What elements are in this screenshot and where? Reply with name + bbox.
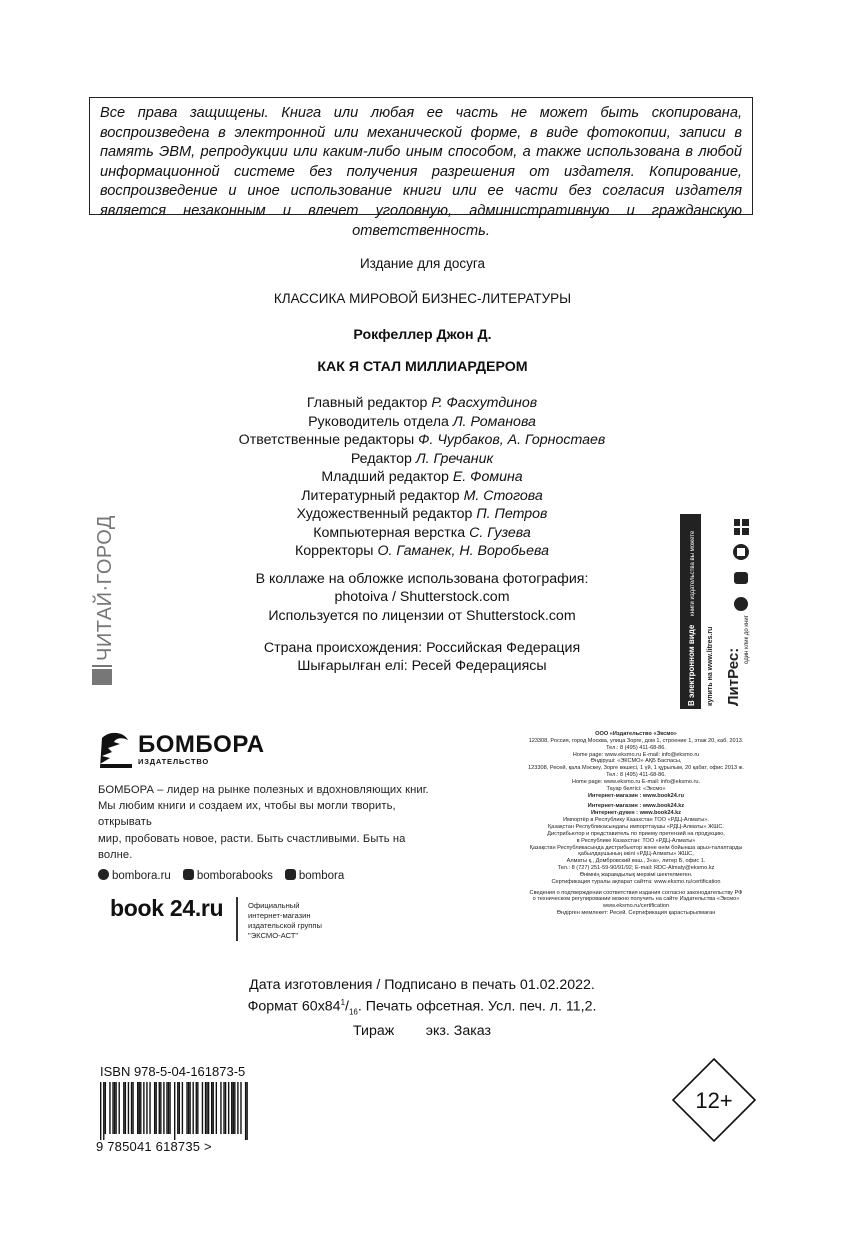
legal-line: Home page: www.eksmo.ru E-mail: info@eksmo.ru.: [571, 778, 701, 785]
barcode-bar: [119, 1082, 120, 1134]
barcode-bar: [140, 1082, 141, 1134]
chitai-gorod-logo: [86, 487, 124, 687]
barcode-bar: [202, 1082, 203, 1134]
barcode-bar: [182, 1082, 183, 1134]
credit-role: Главный редактор: [306, 395, 432, 411]
credit-name: Л. Романова: [452, 413, 536, 430]
barcode-bar: [100, 1082, 101, 1140]
book24-desc-line: Официальный: [248, 901, 300, 910]
barcode-bar: [213, 1082, 214, 1134]
legal-line: Сертификация туралы ақпарат сайтта: www.eksmo.ru/certification: [551, 878, 721, 885]
print-run: Тираж экз. Заказ: [353, 1022, 491, 1039]
barcode-bar: [189, 1082, 190, 1134]
svg-text:книги издательства вы можете: книги издательства вы можете: [690, 530, 696, 616]
barcode-bar: [131, 1082, 132, 1134]
bombora-wave-icon: [98, 730, 134, 768]
barcode-bar: [245, 1082, 246, 1140]
credit-role: Ответственные редакторы: [238, 432, 419, 448]
barcode-bar: [196, 1082, 197, 1134]
barcode-bar: [177, 1082, 178, 1134]
credit-role: Корректоры: [295, 543, 378, 559]
barcode-bar: [160, 1082, 161, 1134]
bombora-desc-line: БОМБОРА – лидер на рынке полезных и вдохновляющих книг.: [98, 784, 429, 796]
legal-line: қабылдаушының өкілі «РДЦ-Алматы» ЖШС,: [578, 851, 694, 858]
legal-line: 123308, Россия, город Москва, улица Зорге, дом 1, строение 1, этаж 20, каб. 2013.: [528, 737, 744, 744]
svg-text:ЧИТАЙ·ГОРОД: ЧИТАЙ·ГОРОД: [94, 515, 116, 661]
book24-desc-line: интернет-магазин: [248, 911, 311, 920]
credit-role: Младший редактор: [321, 469, 453, 485]
credit-name: Р. Фасхутдинов: [431, 395, 538, 411]
credit-line: [200, 505, 644, 524]
credit-role: Редактор: [350, 450, 416, 467]
bombora-desc-line: мир, пробовать новое, расти. Быть счастливыми. Быть на волне.: [98, 832, 406, 861]
android-icon: [734, 572, 748, 584]
credits-list: [200, 394, 644, 561]
bombora-block: [98, 730, 438, 882]
barcode-bar: [156, 1082, 157, 1134]
photo-credit-line: photoiva / Shutterstock.com: [334, 589, 510, 606]
photo-credit-line: Используется по лицензии от Shutterstock.com: [268, 607, 576, 624]
credit-line: [200, 394, 644, 413]
legal-line: Интернет-магазин : www.book24.kz: [587, 803, 685, 810]
vk-icon: [183, 869, 194, 880]
barcode-bar: [223, 1082, 224, 1134]
legal-line: Қазақстан Республикасындағы импорттаушы «РДЦ-Алматы» ЖШС.: [548, 823, 724, 830]
barcode-bar: [220, 1082, 221, 1134]
credit-role: Компьютерная верстка: [313, 524, 470, 541]
credit-name: О. Гаманек, Н. Воробьева: [377, 543, 549, 559]
barcode: [100, 1082, 248, 1140]
book24-logo: book 24.ru: [110, 895, 224, 921]
credit-line: [200, 413, 644, 432]
credit-name: С. Гузева: [469, 524, 531, 541]
credit-role: Руководитель отдела: [308, 413, 453, 430]
legal-line: Дистрибьютор и представитель по приему претензий на продукцию,: [547, 830, 725, 837]
book24-desc-line: издательской группы: [248, 921, 322, 930]
credit-line: [200, 542, 644, 561]
svg-text:купить на www.litres.ru: купить на www.litres.ru: [707, 626, 714, 706]
bombora-social: [98, 869, 438, 882]
print-format: Формат $60х84^1/_{16}$. Печать офсетная. Усл. печ. л. 11,2.: [247, 998, 597, 1017]
legal-line: Тел.: 8 (495) 411-68-86.: [606, 744, 666, 751]
barcode-bar: [206, 1082, 207, 1134]
legal-line: Сведения о подтверждении соответствия издания согласно законодательству РФ: [529, 889, 743, 896]
book24-desc-line: "ЭКСМО-АСТ": [248, 931, 299, 940]
barcode-bar: [105, 1082, 106, 1134]
photo-credit: [200, 570, 644, 625]
print-date: Дата изготовления / Подписано в печать 01.02.2022.: [249, 977, 595, 993]
svg-text:один клик до книг: один клик до книг: [744, 615, 750, 664]
windows-tiles-icon: [734, 519, 749, 535]
legal-line: www.eksmo.ru/certification: [602, 903, 670, 910]
book24-divider: [236, 897, 238, 941]
apple-icon: [734, 597, 748, 611]
rights-notice: Все права защищены. Книга или любая ее часть не может быть скопирована, воспроизведена в электронной или механической форме, в виде фотокопии, записи в память ЭВМ, репродукции или каким-либо иным способом, а также использована в любой информационной системе без получения разрешения от издателя. Копирование, воспроизведение и иное использование книги или ее части без согласия издателя является незаконным и влечет уголовную, административную и гражданскую ответственность.: [89, 97, 753, 215]
barcode-digits: 9 785041 618735 >: [96, 1139, 212, 1154]
production-info: [200, 976, 644, 1040]
barcode-bar: [115, 1082, 116, 1134]
barcode-bar: [128, 1082, 129, 1134]
author-name: Рокфеллер Джон Д.: [353, 327, 492, 343]
barcode-bar: [228, 1082, 229, 1134]
photo-credit-line: В коллаже на обложке использована фотография:: [255, 571, 589, 587]
barcode-bar: [132, 1082, 133, 1134]
country-line: Страна происхождения: Российская Федерация: [263, 640, 581, 656]
barcode-bar: [159, 1082, 160, 1134]
barcode-bar: [225, 1082, 226, 1134]
legal-line: 123308, Ресей, қала Мәскеу, Зорге көшесі, 1 үй, 1 құрылым, 20 қабат, офис 2013 ж.: [528, 765, 744, 772]
credit-name: Л. Гречаник: [415, 450, 494, 467]
barcode-bar: [208, 1082, 209, 1134]
credit-role: Художественный редактор: [296, 506, 477, 522]
barcode-bar: [137, 1082, 138, 1134]
barcode-bar: [163, 1082, 164, 1134]
bombora-description: [98, 782, 438, 863]
barcode-bar: [169, 1082, 170, 1134]
legal-line: Интернет-дүкен : www.book24.kz: [590, 810, 682, 817]
barcode-bar: [193, 1082, 194, 1134]
barcode-bar: [188, 1082, 189, 1134]
barcode-bar: [233, 1082, 234, 1134]
legal-line: Home page: www.eksmo.ru E-mail: info@eksmo.ru: [572, 751, 700, 758]
legal-line: Өндіруші: «ЭКСМО» АҚБ Баспасы,: [590, 758, 682, 765]
legal-line: ООО «Издательство «Эксмо»: [595, 731, 677, 737]
barcode-bar: [234, 1082, 235, 1134]
bombora-logo-sub: ИЗДАТЕЛЬСТВО: [138, 756, 209, 766]
book24-description: [248, 901, 322, 941]
barcode-bar: [166, 1082, 167, 1134]
legal-line: Өндірген мемлекет: Ресей. Сертификация қарастырылмаған: [556, 910, 716, 917]
legal-line: Қазақстан Республикасында дистрибьютор және өнім бойынша арыз-талаптарды: [529, 844, 743, 851]
windows-icon: [733, 544, 749, 560]
barcode-bar: [211, 1082, 212, 1134]
credit-role: Литературный редактор: [301, 487, 464, 504]
barcode-bar: [179, 1082, 180, 1134]
barcode-bar: [237, 1082, 238, 1134]
svg-text:12+: 12+: [695, 1088, 733, 1113]
credit-line: [200, 450, 644, 469]
credit-name: Е. Фомина: [452, 469, 523, 485]
country-of-origin: [200, 639, 644, 676]
globe-icon: [98, 869, 109, 880]
edition-type: Издание для досуга: [359, 256, 486, 271]
litres-banner: [680, 514, 754, 709]
bombora-desc-line: Мы любим книги и создаем их, чтобы вы могли творить, открывать: [98, 800, 396, 829]
barcode-bar: [246, 1082, 247, 1140]
barcode-bar: [112, 1082, 113, 1134]
social-site[interactable]: [98, 869, 171, 882]
telegram-icon: [285, 869, 296, 880]
social-tg-label: bombora: [298, 870, 345, 883]
social-tg[interactable]: [285, 869, 344, 882]
credit-name: Ф. Чурбаков, А. Горностаев: [418, 432, 606, 448]
barcode-bar: [231, 1082, 232, 1134]
barcode-bar: [125, 1082, 126, 1134]
legal-line: Тел.: 8 (727) 251-59-90/91/92; E-mail: RDC-Almaty@eksmo.kz: [557, 865, 715, 872]
barcode-bar: [109, 1082, 110, 1134]
legal-line: Тауар белгісі: «Эксмо»: [606, 785, 666, 792]
legal-line: Өнімнің жарамдылық мерзімі шектелмеген.: [579, 871, 693, 878]
legal-line: Тел.: 8 (495) 411-68-86.: [606, 772, 666, 779]
barcode-bar: [149, 1082, 150, 1134]
svg-text:ЛитРес:: ЛитРес:: [725, 647, 742, 706]
social-site-label: bombora.ru: [112, 870, 171, 883]
barcode-bar: [240, 1082, 241, 1134]
book-title: КАК Я СТАЛ МИЛЛИАРДЕРОМ: [317, 359, 528, 375]
credit-line: [200, 431, 644, 450]
barcode-bar: [114, 1082, 115, 1134]
series-name: КЛАССИКА МИРОВОЙ БИЗНЕС-ЛИТЕРАТУРЫ: [273, 291, 572, 306]
credit-name: М. Стогова: [463, 487, 543, 504]
credit-line: [200, 487, 644, 506]
credit-line: [200, 524, 644, 543]
barcode-bar: [143, 1082, 144, 1134]
svg-text:В электронном виде: В электронном виде: [687, 624, 696, 706]
isbn: ISBN 978-5-04-161873-5: [100, 1064, 246, 1079]
barcode-bar: [154, 1082, 155, 1134]
bombora-logo: БОМБОРА: [138, 730, 265, 758]
barcode-bar: [197, 1082, 198, 1134]
legal-line: в Республике Казахстан: ТОО «РДЦ-Алматы»: [576, 837, 696, 844]
social-vk[interactable]: [183, 869, 273, 882]
barcode-bar: [103, 1082, 104, 1140]
credit-line: [200, 468, 644, 487]
age-rating-badge: [671, 1057, 757, 1143]
barcode-bar: [146, 1082, 147, 1134]
barcode-bar: [139, 1082, 140, 1134]
country-line: Шығарылған елі: Ресей Федерациясы: [297, 658, 547, 675]
barcode-bar: [123, 1082, 124, 1134]
legal-line: Импортёр в Республику Казахстан ТОО «РДЦ-Алматы».: [563, 817, 709, 824]
barcode-bar: [186, 1082, 187, 1134]
credit-name: П. Петров: [476, 506, 548, 522]
publisher-legal-info: [488, 731, 784, 917]
barcode-bar: [168, 1082, 169, 1134]
legal-line: Алматы қ., Домбровский көш., 3«а», литер Б, офис 1.: [566, 858, 706, 865]
barcode-bar: [174, 1082, 175, 1140]
legal-line: о техническом регулировании можно получить на сайте Издательства «Эксмо»: [532, 896, 740, 903]
barcode-bar: [216, 1082, 217, 1134]
legal-line: Интернет-магазин : www.book24.ru: [587, 792, 685, 799]
social-vk-label: bomborabooks: [196, 870, 273, 883]
barcode-bar: [205, 1082, 206, 1134]
